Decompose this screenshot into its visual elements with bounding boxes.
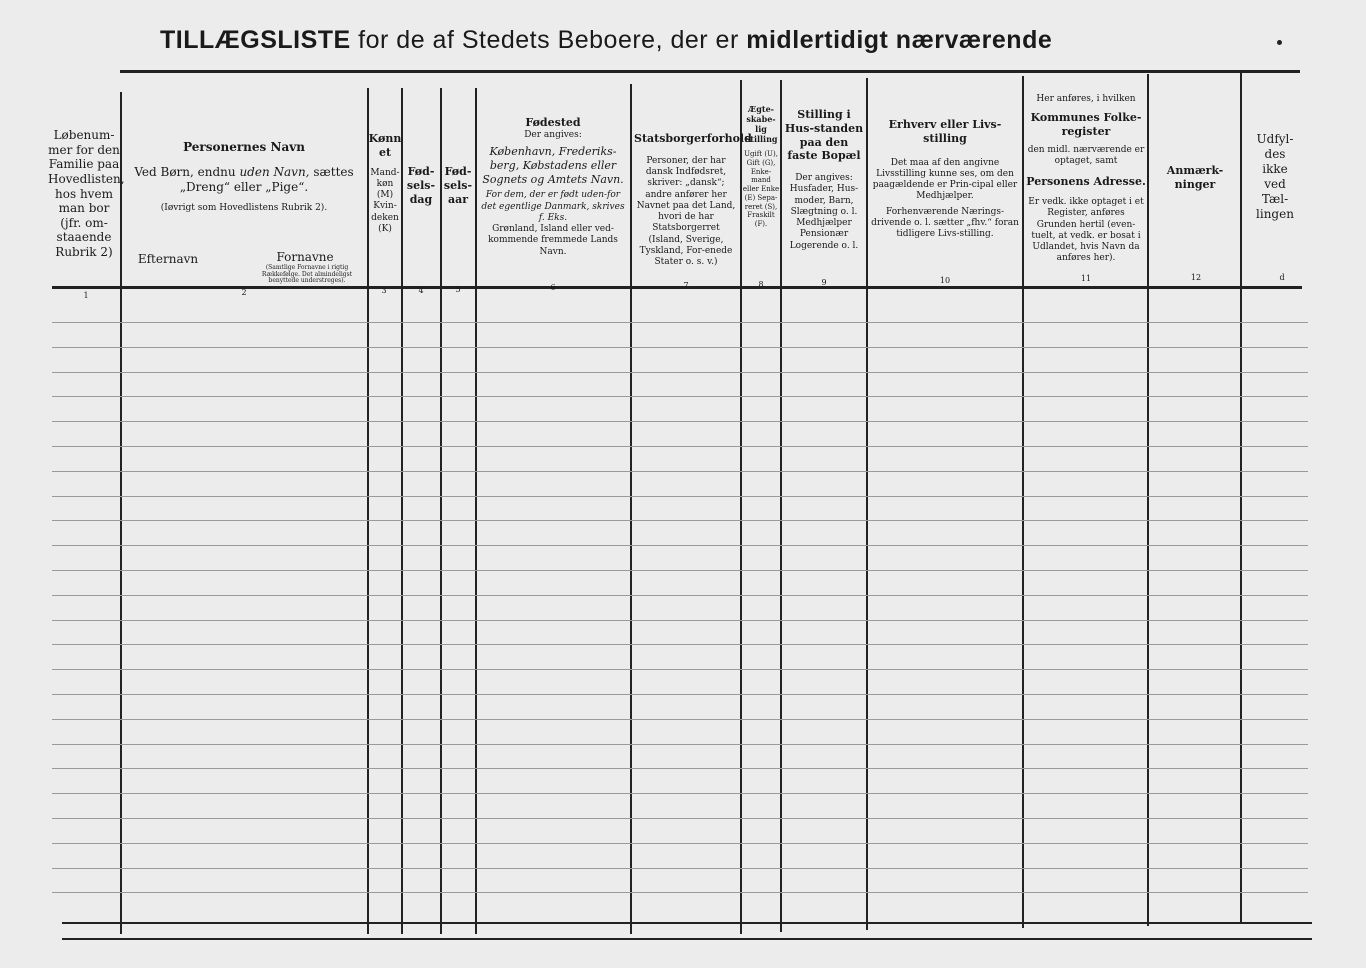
- col4-header: Fød-sels-dag: [406, 165, 436, 206]
- bottom-rule: [62, 922, 1312, 924]
- col-divider: [630, 84, 632, 934]
- entry-row-line: [52, 843, 1308, 844]
- entry-row-line: [52, 768, 1308, 769]
- col3-header: Kønnet Mand-køn (M) Kvin-deken (K): [368, 132, 402, 234]
- col-number: d: [1279, 273, 1285, 282]
- col-number: 10: [939, 276, 951, 285]
- entry-row-line: [52, 818, 1308, 819]
- col-divider: [866, 78, 868, 930]
- col2-header: Personernes Navn Ved Børn, endnu uden Navn, sættes „Dreng“ eller „Pige“. (Iøvrigt som Hovedlistens Rubrik 2).: [134, 140, 354, 213]
- entry-row-line: [52, 595, 1308, 596]
- col-number: 8: [758, 280, 764, 289]
- entry-row-line: [52, 421, 1308, 422]
- col2-firstname-label: Fornavne: [276, 250, 334, 264]
- entry-row-line: [52, 471, 1308, 472]
- title-end: midlertidigt nærværende: [746, 26, 1053, 54]
- col11-header: Her anføres, i hvilken Kommunes Folke-register den midl. nærværende er optaget, samt Personens Adresse. Er vedk. ikke optaget i et Register, anføres Grunden hertil (even-tuelt, at vedk. er bosat i Udlandet, hvis Navn da anføres her).: [1026, 94, 1146, 264]
- col-divider: [1022, 76, 1024, 928]
- col-number: 3: [381, 286, 387, 295]
- col2-surname-label: Efternavn: [137, 252, 199, 266]
- entry-row-line: [52, 322, 1308, 323]
- col-number: 7: [683, 281, 689, 290]
- col5-header: Fød-sels-aar: [443, 165, 473, 206]
- col13-header: Udfyl- des ikke ved Tæl- lingen: [1256, 132, 1294, 221]
- col-number: 2: [241, 288, 247, 297]
- col-number: 11: [1080, 274, 1092, 283]
- entry-row-line: [52, 669, 1308, 670]
- col-divider: [780, 80, 782, 932]
- col7-header: Statsborgerforhold Personer, der har dansk Indfødsret, skriver: „dansk“; andre anfører her Navnet paa det Land, hvori de har Statsborgerret (Island, Sverige, Tyskland, For-enede Stater o. s. v.): [634, 132, 752, 267]
- entry-row-line: [52, 496, 1308, 497]
- title-main: TILLÆGSLISTE: [160, 26, 351, 54]
- entry-row-line: [52, 892, 1308, 893]
- entry-row-line: [52, 396, 1308, 397]
- bottom-rule-2: [62, 938, 1312, 940]
- col-divider: [1240, 72, 1242, 924]
- entry-row-line: [52, 347, 1308, 348]
- top-rule: [120, 70, 1300, 73]
- col-divider: [440, 88, 442, 934]
- entry-row-line: [52, 620, 1308, 621]
- col1-header: Løbenum- mer for den Familie paa Hovedlisten, hos hvem man bor (jfr. om- staaende Rubrik 2): [48, 128, 125, 259]
- entry-row-line: [52, 719, 1308, 720]
- form-title: [160, 26, 1220, 55]
- col6-header: Fødested Der angives: København, Frederiks-berg, Købstadens eller Sognets og Amtets Navn. For dem, der er født uden-for det egentlige Danmark, skrives f. Eks. Grønland, Island eller ved-kommende fremmede Lands Navn.: [481, 116, 625, 257]
- entry-row-line: [52, 372, 1308, 373]
- entry-row-line: [52, 793, 1308, 794]
- col10-header: Erhverv eller Livs-stilling Det maa af den angivne Livsstilling kunne ses, om den paagældende er Prin-cipal eller Medhjælper. Forhenværende Nærings-drivende o. l. sætter „fhv.“ foran tidligere Livs-stilling.: [871, 118, 1019, 239]
- col-number: 5: [455, 285, 461, 294]
- col2-firstname-note: (Samtlige Fornavne i rigtig Rækkefølge. Det almindeligst benyttede understreges).: [261, 264, 353, 285]
- entry-row-line: [52, 446, 1308, 447]
- col9-header: Stilling i Hus-standen paa den faste Bopæl Der angives: Husfader, Hus-moder, Barn, Slægtning o. l. Medhjælper Pensionær Logerende o. l.: [784, 108, 864, 251]
- col8-header: Ægte-skabe-lig Stilling Ugift (U), Gift (G), Enke-mand eller Enke (E) Sepa-reret (S), Fraskilt (F).: [742, 104, 780, 228]
- entry-row-line: [52, 545, 1308, 546]
- entry-row-line: [52, 570, 1308, 571]
- col12-header: Anmærk-ninger: [1166, 164, 1224, 191]
- col-divider: [120, 92, 122, 934]
- entry-row-line: [52, 694, 1308, 695]
- col-number: 4: [418, 286, 424, 295]
- title-middle: for de af Stedets Beboere, der er: [358, 26, 739, 54]
- col-number: 6: [550, 283, 556, 292]
- col-divider: [1147, 74, 1149, 926]
- col-divider: [475, 88, 477, 934]
- margin-dot: [1277, 40, 1282, 45]
- col-number: 1: [83, 291, 89, 300]
- entry-row-line: [52, 744, 1308, 745]
- entry-row-line: [52, 520, 1308, 521]
- col-number: 12: [1190, 273, 1202, 282]
- col-number: 9: [821, 278, 827, 287]
- entry-row-line: [52, 644, 1308, 645]
- entry-row-line: [52, 868, 1308, 869]
